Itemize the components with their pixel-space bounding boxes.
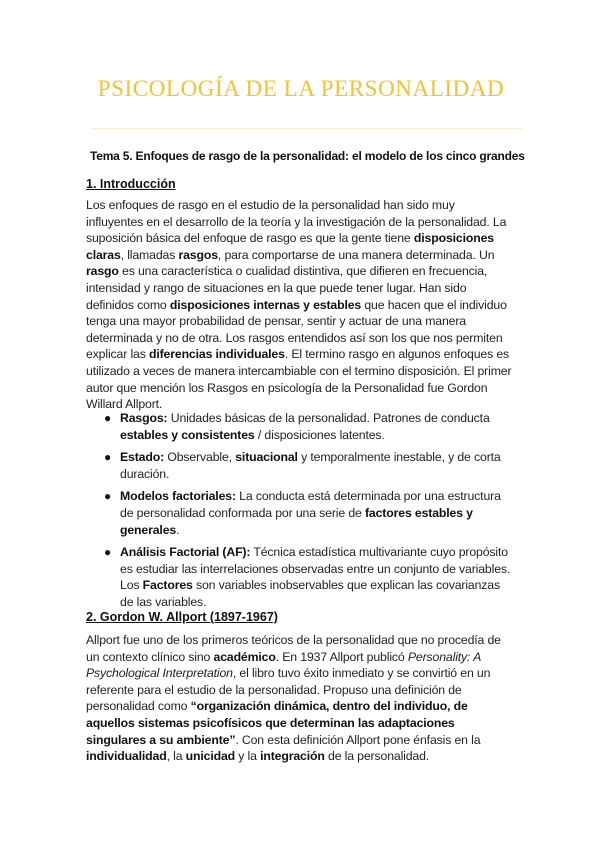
text-run: Técnica estadística multivariante cuyo propósito es estudiar las interrelaciones observadas entre un conjunto de variables. Los [120,545,511,593]
paragraph-introduccion [86,197,514,413]
text-run: y temporalmente inestable, y de corta duración. [120,450,501,481]
definitions-list [86,410,514,617]
bullet-icon: ● [104,411,112,425]
list-item-estado [86,449,514,482]
text-run: Unidades básicas de la personalidad. Patrones de conducta [167,411,490,425]
bold-run: diferencias individuales [148,347,285,362]
bold-run: individualidad [86,749,167,764]
text-run: de la personalidad. [324,749,430,764]
bold-run: unicidad [185,749,236,764]
bold-run: académico [213,649,276,664]
bullet-icon: ● [104,545,112,560]
bold-run: factores estables y generales [120,505,473,537]
text-run: Allport fue uno de los primeros teóricos de la personalidad que no procedía de un contexto clínico sino [86,633,501,664]
text-run: , la [166,749,186,764]
bold-run: rasgos [178,247,218,262]
text-run: que hacen que el individuo tenga una mayor probabilidad de pensar, sentir y actuar de una manera determinada y no de otra. Los rasgos entendidos así son los que nos permiten explicar las [86,297,507,362]
list-item-term: Modelos factoriales: [120,489,236,504]
section-heading-allport: 2. Gordon W. Allport (1897-1967) [86,610,278,624]
bold-run: “organización dinámica, dentro del individuo, de aquellos sistemas psicofísicos que determinan las adaptaciones singulares a su ambiente” [86,699,468,747]
bold-run: situacional [235,450,298,465]
text-run: es una característica o cualidad distintiva, que difieren en frecuencia, intensidad y rango de situaciones en la que puede tener lugar. Han sido definidos como [86,264,488,312]
text-run: , llamadas [120,247,179,262]
list-item-analisis-factorial [86,544,514,610]
text-run: y la [235,749,261,764]
list-item-term: Rasgos: [120,411,168,425]
text-run: son variables inobservables que explican las covarianzas de las variables. [120,578,500,609]
text-run: . Con esta definición Allport pone énfasis en la [235,732,481,747]
bold-run: Factores [142,578,193,593]
title-divider [92,128,522,129]
text-run: . El termino rasgo en algunos enfoques es utilizado a veces de manera intercambiable con el termino disposición. El primer autor que mención los Rasgos en psicología de la Personalidad fue Gordon Willard Allport. [86,347,512,412]
bold-run: estables y consistentes [120,427,255,442]
section-heading-introduccion: 1. Introducción [86,177,176,191]
text-run: , para comportarse de una manera determinada. Un [217,247,495,262]
page-title: PSICOLOGÍA DE LA PERSONALIDAD [97,76,505,101]
list-item-rasgos [86,410,514,443]
text-run: . [176,522,180,537]
text-run: Los enfoques de rasgo en el estudio de la personalidad han sido muy influyentes en el desarrollo de la teoría y la investigación de la personalidad. La suposición básica del enfoque de rasgo es que la gente tiene [86,198,507,246]
bold-run: integración [260,749,325,764]
bold-run: rasgo [86,264,119,279]
text-run: / disposiciones latentes. [254,427,385,442]
list-item-modelos-factoriales [86,488,514,538]
bold-run: disposiciones internas y estables [169,297,362,312]
text-run: . En 1937 Allport publicó [275,649,408,664]
bullet-icon: ● [104,450,112,465]
text-run: Observable, [164,450,236,465]
list-item-term: Análisis Factorial (AF): [120,545,251,560]
bold-run: disposiciones claras [86,231,494,262]
list-item-term: Estado: [120,450,165,465]
page-subtitle: Tema 5. Enfoques de rasgo de la personalidad: el modelo de los cinco grandes [90,149,525,163]
italic-run: Personality: A Psychological Interpretation [86,649,481,681]
paragraph-allport [86,632,514,765]
bullet-icon: ● [104,489,112,504]
text-run: , el libro tuvo éxito inmediato y se convirtió en un referente para el estudio de la personalidad. Propuso una definición de personalidad como [86,666,491,714]
text-run: La conducta está determinada por una estructura de personalidad conformada por una serie de [120,489,501,520]
